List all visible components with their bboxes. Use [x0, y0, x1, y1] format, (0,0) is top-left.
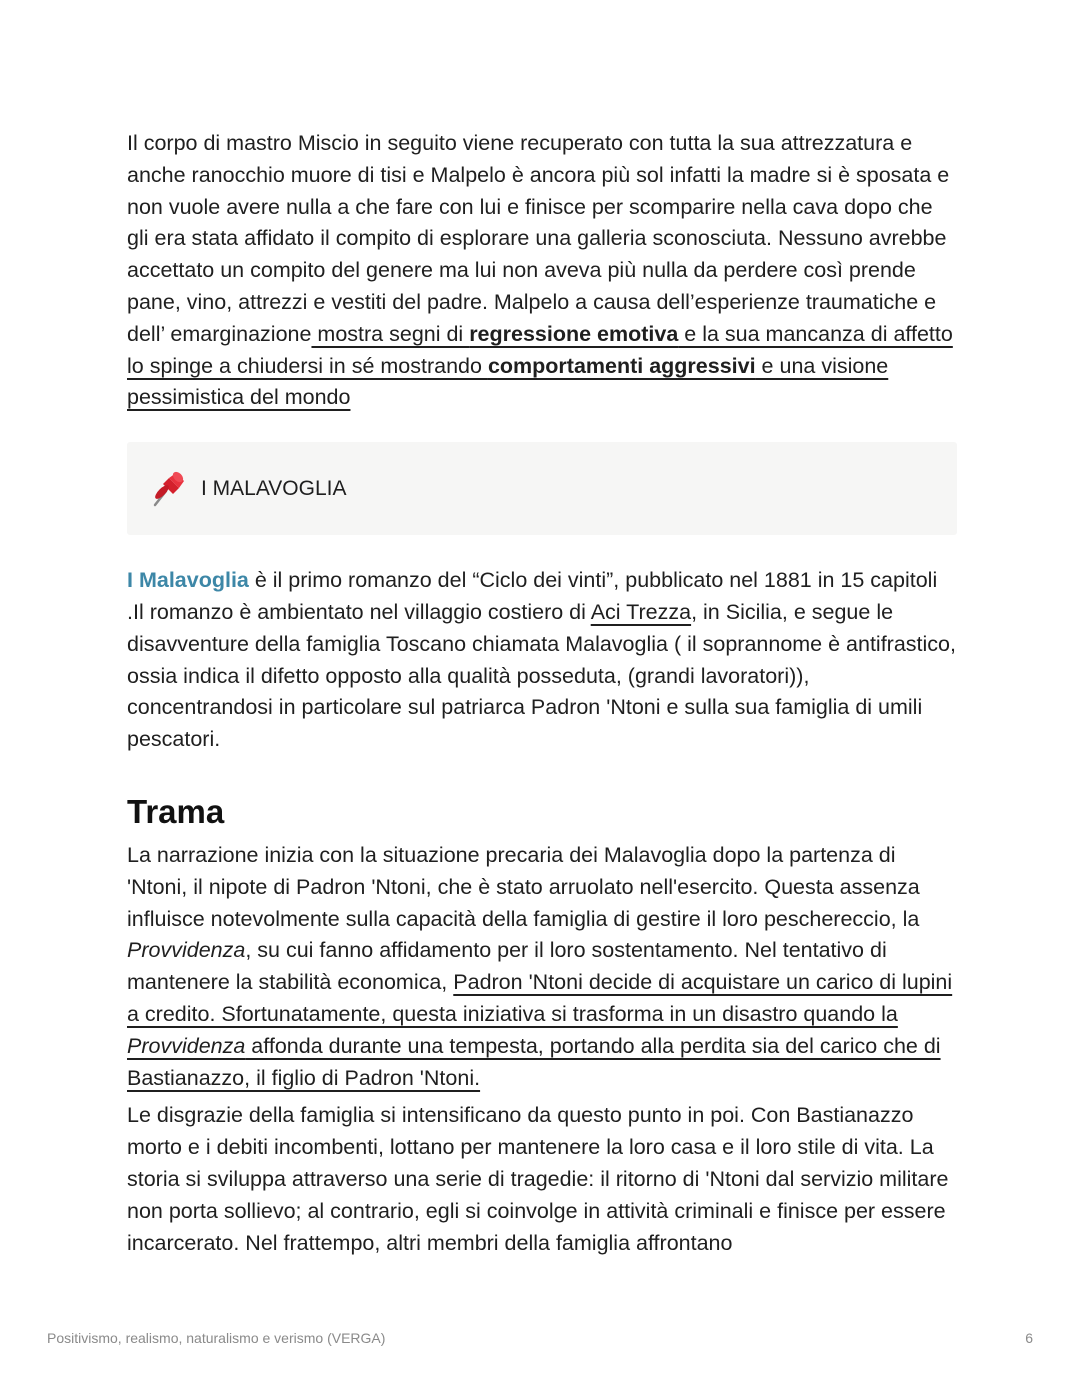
paragraph-malpelo: Il corpo di mastro Miscio in seguito viene recuperato con tutta la sua attrezzatura e anche ranocchio muore di tisi e Malpelo è ancora più sol infatti la madre si è sposata e non vuole avere nulla a che fare con lui e finisce per scomparire nella cava dopo che gli era stata affidato il compito di esplorare una galleria sconosciuta. Nessuno avrebbe accettato un compito del genere ma lui non aveva più nulla da perdere così prende pane, vino, attrezzi e vestiti del padre. Malpelo a causa dell’esperienze traumatiche e dell’ emarginazione mostra segni di regressione emotiva e la sua mancanza di affetto lo spinge a chiudersi in sé mostrando comportamenti aggressivi e una visione pessimistica del mondo	[127, 131, 953, 410]
section-heading-trama: Trama	[127, 792, 225, 830]
paragraph-intro-malavoglia: I Malavoglia è il primo romanzo del “Ciclo dei vinti”, pubblicato nel 1881 in 15 capitoli .Il romanzo è ambientato nel villaggio costiero di Aci Trezza, in Sicilia, e segue le disavventure della famiglia Toscano chiamata Malavoglia ( il soprannome è antifrastico, ossia indica il difetto opposto alla qualità posseduta, (grandi lavoratori)), concentrandosi in particolare sul patriarca Padron 'Ntoni e sulla sua famiglia di umili pescatori.	[127, 568, 956, 752]
page-number: 6	[1025, 1330, 1033, 1346]
pushpin-icon	[149, 469, 187, 509]
footer-title: Positivismo, realismo, naturalismo e verismo (VERGA)	[47, 1330, 386, 1346]
bold-regressione: regressione emotiva	[469, 321, 679, 346]
callout-title: I MALAVOGLIA	[201, 476, 347, 500]
page-footer	[47, 1330, 1033, 1346]
highlight-title: I Malavoglia	[127, 568, 249, 593]
underlined-text: mostra segni di regressione emotiva e la sua mancanza di affetto lo spinge a chiudersi in sé mostrando comportamenti aggressivi e una visione pessimistica del mondo	[127, 321, 953, 410]
underlined-aci-trezza: Aci Trezza	[590, 599, 692, 624]
bold-comportamenti: comportamenti aggressivi	[487, 353, 756, 378]
underlined-text: Padron 'Ntoni decide di acquistare un carico di lupini a credito. Sfortunatamente, questa iniziativa si trasforma in un disastro quando la Provvidenza affonda durante una tempesta, portando alla perdita sia del carico che di Bastianazzo, il figlio di Padron 'Ntoni.	[127, 970, 953, 1090]
paragraph-trama-2: Le disgrazie della famiglia si intensificano da questo punto in poi. Con Bastianazzo morto e i debiti incombenti, lottano per mantenere la loro casa e il loro stile di vita. La storia si sviluppa attraverso una serie di tragedie: il ritorno di 'Ntoni dal servizio militare non porta sollievo; al contrario, egli si coinvolge in attività criminali e finisce per essere incarcerato. Nel frattempo, altri membri della famiglia affrontano	[127, 1103, 949, 1255]
page-content	[127, 128, 957, 1259]
callout-malavoglia	[127, 442, 957, 535]
paragraph-trama-1: La narrazione inizia con la situazione precaria dei Malavoglia dopo la partenza di 'Ntoni, il nipote di Padron 'Ntoni, che è stato arruolato nell'esercito. Questa assenza influisce notevolmente sulla capacità della famiglia di gestire il loro peschereccio, la Provvidenza, su cui fanno affidamento per il loro sostentamento. Nel tentativo di mantenere la stabilità economica, Padron 'Ntoni decide di acquistare un carico di lupini a credito. Sfortunatamente, questa iniziativa si trasforma in un disastro quando la Provvidenza affonda durante una tempesta, portando alla perdita sia del carico che di Bastianazzo, il figlio di Padron 'Ntoni.	[127, 842, 953, 1090]
italic-provvidenza: Provvidenza	[127, 938, 246, 963]
